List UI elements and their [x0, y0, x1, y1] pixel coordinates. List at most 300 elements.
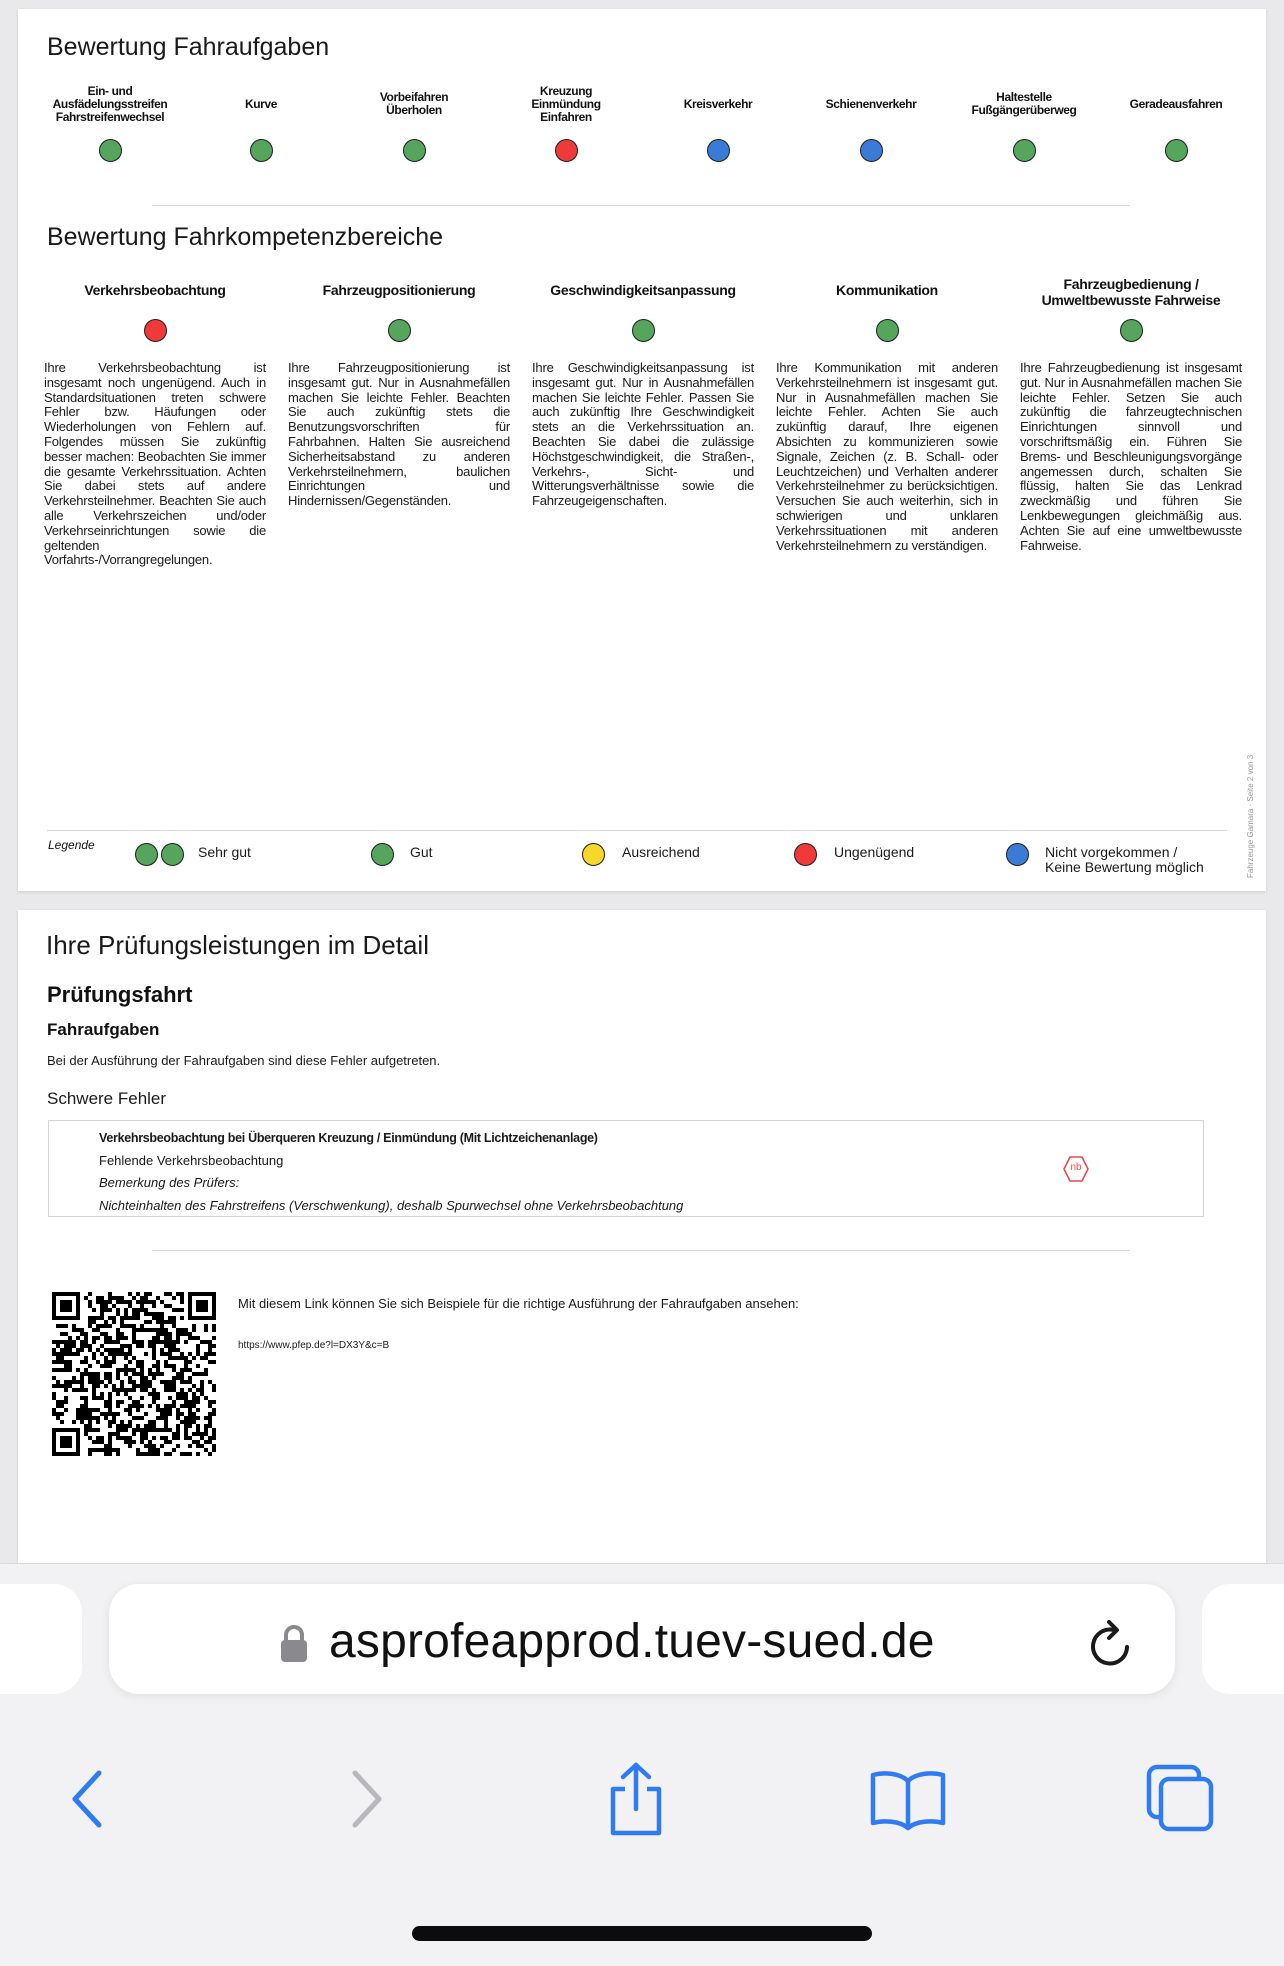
qr-module [172, 1384, 176, 1388]
qr-module [88, 1292, 92, 1296]
qr-module [56, 1352, 60, 1356]
qr-module [136, 1360, 140, 1364]
qr-module [88, 1452, 92, 1456]
qr-module [124, 1316, 128, 1320]
qr-module [152, 1304, 156, 1308]
qr-module [108, 1296, 112, 1300]
qr-module [188, 1368, 192, 1372]
competence-label: Kommunikation [836, 282, 938, 298]
qr-module [84, 1368, 88, 1372]
qr-module [168, 1352, 172, 1356]
rating-dot-green [1013, 139, 1036, 162]
qr-module [120, 1316, 124, 1320]
qr-module [132, 1316, 136, 1320]
qr-module [116, 1296, 120, 1300]
qr-module [72, 1380, 76, 1384]
qr-module [104, 1348, 108, 1352]
qr-module [192, 1324, 196, 1328]
qr-module [148, 1428, 152, 1432]
qr-module [192, 1420, 196, 1424]
qr-module [96, 1416, 100, 1420]
qr-module [152, 1376, 156, 1380]
qr-module [160, 1340, 164, 1344]
qr-module [104, 1400, 108, 1404]
address-text[interactable]: asprofeapprod.tuev-sued.de [329, 1615, 935, 1668]
qr-module [120, 1428, 124, 1432]
qr-module [180, 1380, 184, 1384]
qr-module [132, 1324, 136, 1328]
qr-module [140, 1440, 144, 1444]
previous-tab-preview[interactable] [0, 1584, 82, 1694]
example-link[interactable]: https://www.pfep.de?l=DX3Y&c=B [238, 1340, 390, 1351]
qr-module [180, 1372, 184, 1376]
qr-module [164, 1360, 168, 1364]
qr-module [60, 1404, 64, 1408]
qr-module [96, 1440, 100, 1444]
qr-module [188, 1376, 192, 1380]
qr-module [160, 1312, 164, 1316]
qr-module [164, 1440, 168, 1444]
back-icon [65, 1767, 109, 1831]
qr-module [196, 1400, 200, 1404]
share-button[interactable] [596, 1759, 676, 1839]
qr-module [84, 1432, 88, 1436]
qr-module [112, 1356, 116, 1360]
qr-module [108, 1432, 112, 1436]
qr-module [72, 1344, 76, 1348]
qr-module [176, 1396, 180, 1400]
task-label: Vorbeifahren Überholen [379, 90, 449, 117]
qr-module [208, 1400, 212, 1404]
qr-module [120, 1420, 124, 1424]
qr-module [144, 1292, 148, 1296]
qr-module [160, 1372, 164, 1376]
qr-module [80, 1340, 84, 1344]
qr-module [88, 1412, 92, 1416]
qr-module [156, 1392, 160, 1396]
qr-module [140, 1416, 144, 1420]
qr-module [80, 1372, 84, 1376]
home-indicator[interactable] [412, 1926, 872, 1941]
legend-item-label: Ausreichend [622, 844, 700, 860]
qr-module [124, 1312, 128, 1316]
qr-module [140, 1428, 144, 1432]
qr-module [100, 1308, 104, 1312]
qr-module [180, 1332, 184, 1336]
qr-module [56, 1360, 60, 1364]
qr-module [136, 1404, 140, 1408]
qr-module [200, 1392, 204, 1396]
share-icon [603, 1761, 669, 1837]
qr-module [144, 1428, 148, 1432]
qr-module [120, 1436, 124, 1440]
qr-module [164, 1292, 168, 1296]
qr-module [148, 1344, 152, 1348]
rating-dot-green [632, 319, 655, 342]
qr-module [136, 1300, 140, 1304]
qr-module [152, 1356, 156, 1360]
qr-module [136, 1364, 140, 1368]
qr-module [164, 1452, 168, 1456]
qr-module [124, 1440, 128, 1444]
qr-module [124, 1436, 128, 1440]
qr-module [120, 1352, 124, 1356]
qr-module [132, 1440, 136, 1444]
qr-module [176, 1292, 180, 1296]
qr-module [200, 1436, 204, 1440]
qr-module [96, 1428, 100, 1432]
qr-code-icon [52, 1292, 216, 1456]
qr-module [124, 1300, 128, 1304]
qr-module [60, 1356, 64, 1360]
next-tab-preview[interactable] [1202, 1584, 1284, 1694]
qr-module [176, 1332, 180, 1336]
rating-dot-red [555, 139, 578, 162]
qr-module [92, 1320, 96, 1324]
qr-module [68, 1344, 72, 1348]
qr-module [212, 1336, 216, 1340]
qr-module [136, 1372, 140, 1376]
qr-module [204, 1324, 208, 1328]
qr-module [172, 1308, 176, 1312]
qr-module [164, 1436, 168, 1440]
qr-module [60, 1324, 64, 1328]
qr-module [92, 1316, 96, 1320]
qr-module [148, 1404, 152, 1408]
error-remark: Nichteinhalten des Fahrstreifens (Verschwenkung), deshalb Spurwechsel ohne Verkehrsbeobachtung [99, 1198, 684, 1213]
browser-bottom-bar [0, 1563, 1284, 1966]
qr-module [120, 1384, 124, 1388]
qr-module [56, 1324, 60, 1328]
qr-module [124, 1308, 128, 1312]
qr-module [88, 1364, 92, 1368]
qr-module [84, 1424, 88, 1428]
detail-intro: Bei der Ausführung der Fahraufgaben sind diese Fehler aufgetreten. [47, 1053, 441, 1068]
qr-module [208, 1348, 212, 1352]
qr-module [144, 1300, 148, 1304]
qr-module [96, 1360, 100, 1364]
qr-module [128, 1440, 132, 1444]
task-label: Schienenverkehr [825, 97, 917, 111]
qr-module [176, 1336, 180, 1340]
qr-module [96, 1316, 100, 1320]
qr-module [212, 1428, 216, 1432]
qr-module [196, 1300, 208, 1312]
rating-dot-green [1165, 139, 1188, 162]
task-label: Haltestelle Fußgängerüberweg [971, 90, 1077, 117]
qr-module [160, 1300, 164, 1304]
qr-module [172, 1380, 176, 1384]
qr-module [196, 1388, 200, 1392]
qr-module [100, 1412, 104, 1416]
qr-module [128, 1388, 132, 1392]
qr-module [108, 1392, 112, 1396]
qr-module [96, 1324, 100, 1328]
qr-module [72, 1328, 76, 1332]
qr-module [184, 1368, 188, 1372]
qr-module [172, 1376, 176, 1380]
qr-module [108, 1348, 112, 1352]
qr-module [200, 1356, 204, 1360]
qr-module [132, 1312, 136, 1316]
qr-module [52, 1340, 56, 1344]
qr-module [148, 1444, 152, 1448]
qr-module [184, 1436, 188, 1440]
qr-module [108, 1396, 112, 1400]
qr-module [68, 1380, 72, 1384]
qr-module [56, 1340, 60, 1344]
qr-module [112, 1320, 116, 1324]
qr-module [156, 1316, 160, 1320]
qr-module [108, 1292, 112, 1296]
qr-module [132, 1400, 136, 1404]
qr-module [176, 1328, 180, 1332]
qr-module [156, 1332, 160, 1336]
qr-module [80, 1380, 84, 1384]
qr-module [56, 1400, 60, 1404]
qr-module [136, 1308, 140, 1312]
qr-module [132, 1308, 136, 1312]
qr-module [172, 1436, 176, 1440]
qr-module [172, 1400, 176, 1404]
qr-module [160, 1436, 164, 1440]
qr-module [200, 1444, 204, 1448]
qr-module [184, 1420, 188, 1424]
qr-module [140, 1296, 144, 1300]
qr-module [188, 1388, 192, 1392]
qr-module [176, 1392, 180, 1396]
rating-dot-green [1120, 319, 1143, 342]
bookmarks-button[interactable] [868, 1759, 948, 1839]
qr-module [148, 1452, 152, 1456]
qr-module [64, 1324, 68, 1328]
qr-module [128, 1348, 132, 1352]
qr-module [188, 1452, 192, 1456]
qr-module [148, 1320, 152, 1324]
qr-code[interactable] [52, 1292, 216, 1456]
qr-module [124, 1352, 128, 1356]
qr-module [56, 1384, 60, 1388]
qr-module [152, 1392, 156, 1396]
qr-module [108, 1440, 112, 1444]
qr-module [116, 1432, 120, 1436]
qr-module [168, 1440, 172, 1444]
qr-module [172, 1432, 176, 1436]
qr-module [200, 1384, 204, 1388]
qr-module [116, 1308, 120, 1312]
qr-module [144, 1432, 148, 1436]
qr-module [164, 1428, 168, 1432]
qr-module [132, 1404, 136, 1408]
qr-module [160, 1444, 164, 1448]
qr-module [80, 1404, 84, 1408]
qr-module [164, 1388, 168, 1392]
qr-module [64, 1352, 68, 1356]
qr-module [208, 1404, 212, 1408]
qr-module [68, 1336, 72, 1340]
qr-module [172, 1368, 176, 1372]
qr-module [160, 1332, 164, 1336]
tabs-button[interactable] [1141, 1759, 1221, 1839]
qr-module [180, 1292, 184, 1296]
qr-module [188, 1400, 192, 1404]
qr-module [108, 1408, 112, 1412]
qr-module [144, 1444, 148, 1448]
qr-module [68, 1360, 72, 1364]
legend-item-label: Ungenügend [834, 844, 915, 860]
qr-module [184, 1424, 188, 1428]
qr-module [80, 1376, 84, 1380]
qr-module [188, 1416, 192, 1420]
qr-module [136, 1384, 140, 1388]
qr-module [92, 1372, 96, 1376]
qr-module [208, 1452, 212, 1456]
qr-module [108, 1364, 112, 1368]
qr-module [84, 1372, 88, 1376]
qr-module [108, 1352, 112, 1356]
qr-module [172, 1296, 176, 1300]
qr-module [124, 1392, 128, 1396]
qr-module [116, 1452, 120, 1456]
qr-module [92, 1328, 96, 1332]
qr-module [100, 1396, 104, 1400]
qr-module [84, 1412, 88, 1416]
qr-module [200, 1380, 204, 1384]
qr-module [88, 1324, 92, 1328]
reload-icon[interactable] [1087, 1617, 1137, 1671]
qr-module [196, 1452, 200, 1456]
qr-module [164, 1408, 168, 1412]
address-bar[interactable] [109, 1584, 1175, 1694]
task-label: Kurve [244, 97, 277, 111]
qr-module [92, 1388, 96, 1392]
qr-module [168, 1356, 172, 1360]
qr-module [164, 1404, 168, 1408]
qr-module [188, 1408, 192, 1412]
qr-module [80, 1332, 84, 1336]
qr-module [116, 1348, 120, 1352]
qr-module [112, 1340, 116, 1344]
qr-module [108, 1308, 112, 1312]
qr-module [156, 1336, 160, 1340]
qr-module [140, 1396, 144, 1400]
qr-module [112, 1412, 116, 1416]
qr-module [136, 1312, 140, 1316]
qr-module [176, 1376, 180, 1380]
qr-module [212, 1360, 216, 1364]
qr-module [80, 1416, 84, 1420]
qr-module [140, 1404, 144, 1408]
legend-item-label: Gut [410, 844, 433, 860]
legend-dot-red [794, 843, 817, 866]
legend-dot-blue [1006, 843, 1029, 866]
qr-module [156, 1404, 160, 1408]
qr-module [96, 1396, 100, 1400]
qr-module [180, 1404, 184, 1408]
qr-module [136, 1328, 140, 1332]
back-button[interactable] [47, 1759, 127, 1839]
vertical-page-note: Fahrzeuge Gamara · Seite 2 von 3 [1246, 754, 1255, 878]
qr-module [180, 1296, 184, 1300]
qr-module [104, 1448, 108, 1452]
qr-module [140, 1340, 144, 1344]
qr-module [56, 1380, 60, 1384]
qr-module [64, 1332, 68, 1336]
qr-module [168, 1304, 172, 1308]
qr-module [180, 1308, 184, 1312]
qr-module [152, 1436, 156, 1440]
qr-module [208, 1344, 212, 1348]
qr-module [168, 1340, 172, 1344]
qr-module [176, 1416, 180, 1420]
qr-module [184, 1340, 188, 1344]
qr-module [180, 1396, 184, 1400]
qr-module [112, 1296, 116, 1300]
qr-module [92, 1340, 96, 1344]
qr-module [156, 1372, 160, 1376]
qr-module [208, 1436, 212, 1440]
qr-module [196, 1432, 200, 1436]
qr-module [160, 1320, 164, 1324]
qr-module [88, 1428, 92, 1432]
qr-module [172, 1404, 176, 1408]
qr-module [196, 1364, 200, 1368]
qr-module [212, 1324, 216, 1328]
qr-module [164, 1332, 168, 1336]
qr-module [160, 1316, 164, 1320]
competence-description: Ihre Geschwindigkeitsanpassung ist insgesamt gut. Nur in Ausnahmefällen machen Sie leichte Fehler. Passen Sie auch zukünftig Ihre Geschwindigkeit stets an die Verkehrssituation an. Beachten Sie dabei die zulässige Höchstgeschwindigkeit, die Straßen-, Verkehrs-, Sicht- und Witterungsverhältnisse sowie die Fahrzeugeigenschaften. [532, 360, 754, 509]
qr-module [164, 1424, 168, 1428]
qr-module [68, 1364, 72, 1368]
qr-module [132, 1332, 136, 1336]
legend-dot-green [371, 843, 394, 866]
qr-module [184, 1404, 188, 1408]
qr-module [144, 1380, 148, 1384]
qr-module [96, 1336, 100, 1340]
qr-module [96, 1376, 100, 1380]
qr-module [160, 1352, 164, 1356]
rating-dot-red [144, 319, 167, 342]
qr-module [132, 1340, 136, 1344]
qr-module [92, 1440, 96, 1444]
forward-button[interactable] [327, 1759, 407, 1839]
qr-module [196, 1396, 200, 1400]
rating-dot-blue [860, 139, 883, 162]
qr-module [84, 1296, 88, 1300]
qr-module [64, 1368, 68, 1372]
qr-module [164, 1420, 168, 1424]
qr-module [144, 1352, 148, 1356]
qr-module [124, 1372, 128, 1376]
error-box [48, 1120, 1204, 1217]
task-label: Kreisverkehr [683, 97, 753, 111]
rating-dot-blue [707, 139, 730, 162]
qr-module [180, 1300, 184, 1304]
qr-module [176, 1308, 180, 1312]
qr-module [196, 1428, 200, 1432]
qr-module [96, 1372, 100, 1376]
qr-module [128, 1304, 132, 1308]
qr-module [164, 1384, 168, 1388]
qr-module [80, 1408, 84, 1412]
qr-module [100, 1316, 104, 1320]
qr-module [148, 1312, 152, 1316]
qr-module [132, 1328, 136, 1332]
qr-module [68, 1384, 72, 1388]
qr-module [52, 1396, 56, 1400]
qr-module [184, 1416, 188, 1420]
qr-module [196, 1352, 200, 1356]
